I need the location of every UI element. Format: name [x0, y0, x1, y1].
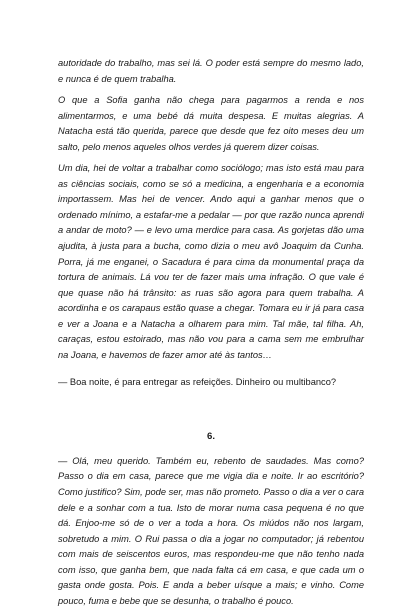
paragraph-4-text: — Boa noite, é para entregar as refeições. Dinheiro ou multibanco?: [58, 377, 337, 388]
paragraph-3: [58, 161, 364, 363]
chapter-heading: 6.: [206, 430, 215, 442]
chapter-paragraph: [58, 454, 364, 609]
paragraph-3-text: Um dia, hei de voltar a trabalhar como sociólogo; mas isto está mau para as ciências sociais, como se só a medicina, a engenharia e a economia importassem. Mas hei de vencer. Ando aqui a ganhar menos que o ordenado mínimo, a estafar-me a pedalar — por que razão nunca aprendi a andar de moto? — e levo uma merdice para casa. As gorjetas dão uma ajudita, à justa para a bucha, como dizia o meu avô Joaquim da Cunha. Porra, já me enganei, o Sacadura é para cima da monumental praça da tortura de animais. Lá vou ter de fazer mais uma infração. O que vale é que quase não há trânsito: as ruas são agora para quem trabalha. A acordinha e os carapaus estão quase a chegar. Tomara eu ir já para casa e ver a Joana e a Natacha a olharem para mim. Tal mãe, tal filha. Ah, caraças, estou estoirado, mas não vou para a cama sem me embrulhar na Joana, e havemos de fazer amor até às tantos…: [58, 163, 364, 360]
paragraph-2: [58, 93, 364, 155]
paragraph-2-text: O que a Sofia ganha não chega para pagarmos a renda e nos alimentarmos, e uma bebé dá muita despesa. E muitas alegrias. A Natacha está tão querida, parece que desde que fez oito meses deu um salto, pelo menos aqueles olhos verdes já querem dizer coisas.: [58, 95, 364, 152]
paragraph-4-dialogue: [58, 375, 364, 391]
paragraph-1: [58, 56, 364, 87]
chapter-paragraph-text: — Olá, meu querido. Também eu, rebento de saudades. Mas como? Passo o dia em casa, parece que me vigia dia e noite. Ir ao escritório? Como justifico? Sim, pode ser, mas não prometo. Passo o dia a ver o cara dele e a sonhar com a tua. Isto de morar numa casa pequena é no que dá. Enjoo-me só de o ver a toda a hora. Os miúdos não nos largam, sobretudo a mim. O Rui passa o dia a jogar no computador; já rebentou com mais de seiscentos euros, mas respondeu-me que não tenho nada com isso, que ganha bem, que nada falta cá em casa, e que cada um o gasta onde gosta. Pois. E anda a beber uísque a mais; e vinho. Come pouco, fuma e bebe que se desunha, o trabalho é pouco.: [58, 455, 364, 606]
paragraph-1-text: autoridade do trabalho, mas sei lá. O poder está sempre do mesmo lado, e nunca é de quem trabalha.: [58, 58, 364, 84]
